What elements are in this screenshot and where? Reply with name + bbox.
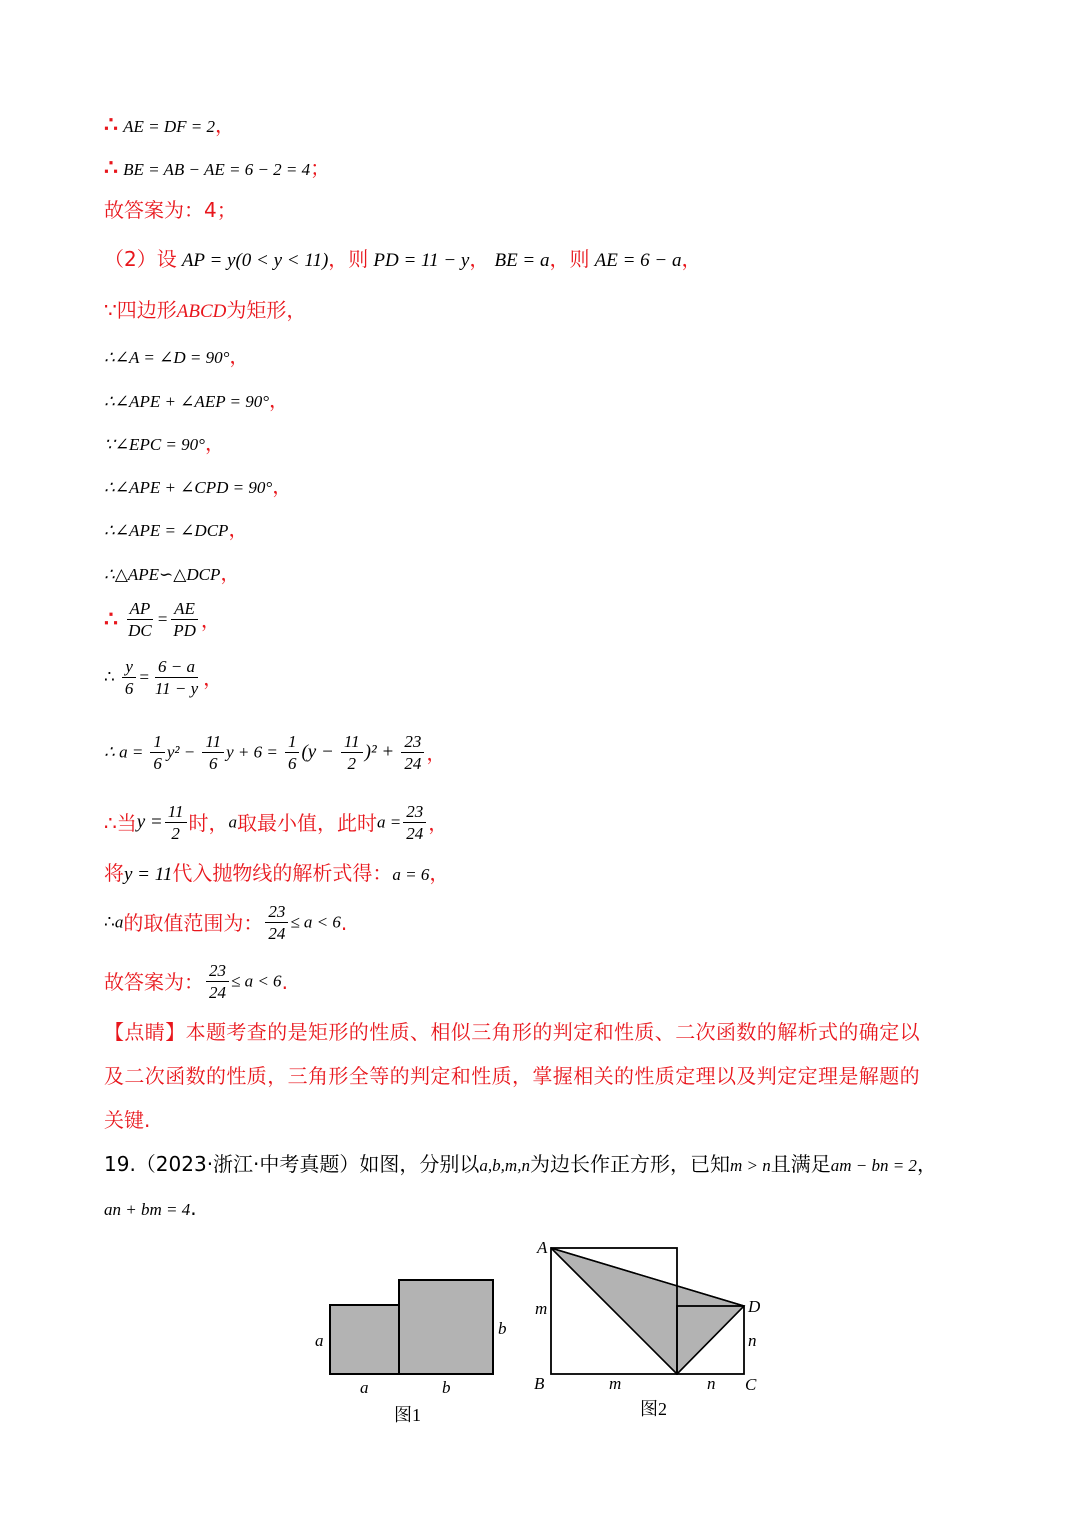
- line-angle-sum-1: ∴∠APE + ∠AEP = 90°，: [104, 388, 290, 412]
- line-min-value: ∴当y = $\frac{11}{2}$ 时，a取最小值，此时a = $\frac{23}{24}$ ，: [104, 802, 449, 844]
- line-similar: ∴△APE∽△DCP，: [104, 561, 241, 585]
- line-angle-epc: ∵∠EPC = 90°，: [104, 431, 225, 455]
- shaded-triangle: [551, 1248, 744, 1374]
- comment-line-3: 关键.: [104, 1108, 151, 1132]
- figure-2-caption: 图2: [640, 1399, 667, 1419]
- label-D: D: [748, 1297, 761, 1316]
- line-quadratic: ∴ a = $\frac{1}{6}$ y² − $\frac{11}{6}$ y + 6 = $\frac{1}{6}$ (y − $\frac{11}{2}$ )² + $\frac{23}{24}$ ，: [104, 732, 447, 774]
- line-answer-4: 故答案为：4；: [104, 198, 237, 222]
- label-b-bottom: b: [442, 1378, 451, 1397]
- label-a-bottom: a: [360, 1378, 369, 1397]
- label-a-side: a: [315, 1331, 324, 1350]
- label-m-side: m: [535, 1299, 548, 1318]
- square-b: [399, 1280, 493, 1374]
- line-angle-a-d: ∴∠A = ∠D = 90°，: [104, 344, 250, 368]
- label-A: A: [537, 1238, 548, 1257]
- comment-line-2: 及二次函数的性质，三角形全等的判定和性质，掌握相关的性质定理以及判定定理是解题的: [104, 1064, 920, 1088]
- label-B: B: [534, 1374, 545, 1393]
- question-19-line-1: 19.（2023·浙江·中考真题）如图，分别以a,b,m,n为边长作正方形，已知m > n且满足am − bn = 2，: [104, 1152, 937, 1176]
- line-range: ∴a的取值范围为： $\frac{23}{24}$ ≤ a < 6.: [104, 902, 348, 944]
- label-n-bottom: n: [707, 1374, 716, 1393]
- figure-1: [300, 1262, 520, 1432]
- square-a: [330, 1305, 399, 1374]
- line-substitute: 将y = 11代入抛物线的解析式得：a = 6，: [104, 861, 450, 885]
- figure-2: [520, 1230, 780, 1430]
- label-C: C: [745, 1375, 757, 1394]
- label-n-side: n: [748, 1331, 757, 1350]
- line-be: ∴ BE = AB − AE = 6 − 2 = 4；: [104, 155, 331, 181]
- line-ratio-sub: ∴ $\frac{y}{6}$ = $\frac{6 - a}{11 - y}$ ，: [104, 657, 224, 699]
- label-m-bottom: m: [609, 1374, 622, 1393]
- line-set-ap: （2）设 AP = y(0 < y < 11)，则 PD = 11 − y， BE = a，则 AE = 6 − a，: [104, 247, 702, 271]
- question-19-line-2: an + bm = 4.: [104, 1196, 197, 1220]
- line-angle-sum-2: ∴∠APE + ∠CPD = 90°，: [104, 474, 293, 498]
- line-answer-range: 故答案为： $\frac{23}{24}$ ≤ a < 6.: [104, 961, 288, 1003]
- line-rectangle: ∵四边形ABCD为矩形，: [104, 298, 307, 322]
- line-angle-equal: ∴∠APE = ∠DCP，: [104, 517, 249, 541]
- figure-1-caption: 图1: [394, 1405, 421, 1425]
- line-ae-df: ∴ AE = DF = 2，: [104, 112, 235, 138]
- comment-line-1: 【点睛】本题考查的是矩形的性质、相似三角形的判定和性质、二次函数的解析式的确定以: [104, 1020, 920, 1044]
- label-b-side: b: [498, 1319, 507, 1338]
- line-ratio: ∴ $\frac{AP}{DC}$ = $\frac{AE}{PD}$ ，: [104, 599, 221, 641]
